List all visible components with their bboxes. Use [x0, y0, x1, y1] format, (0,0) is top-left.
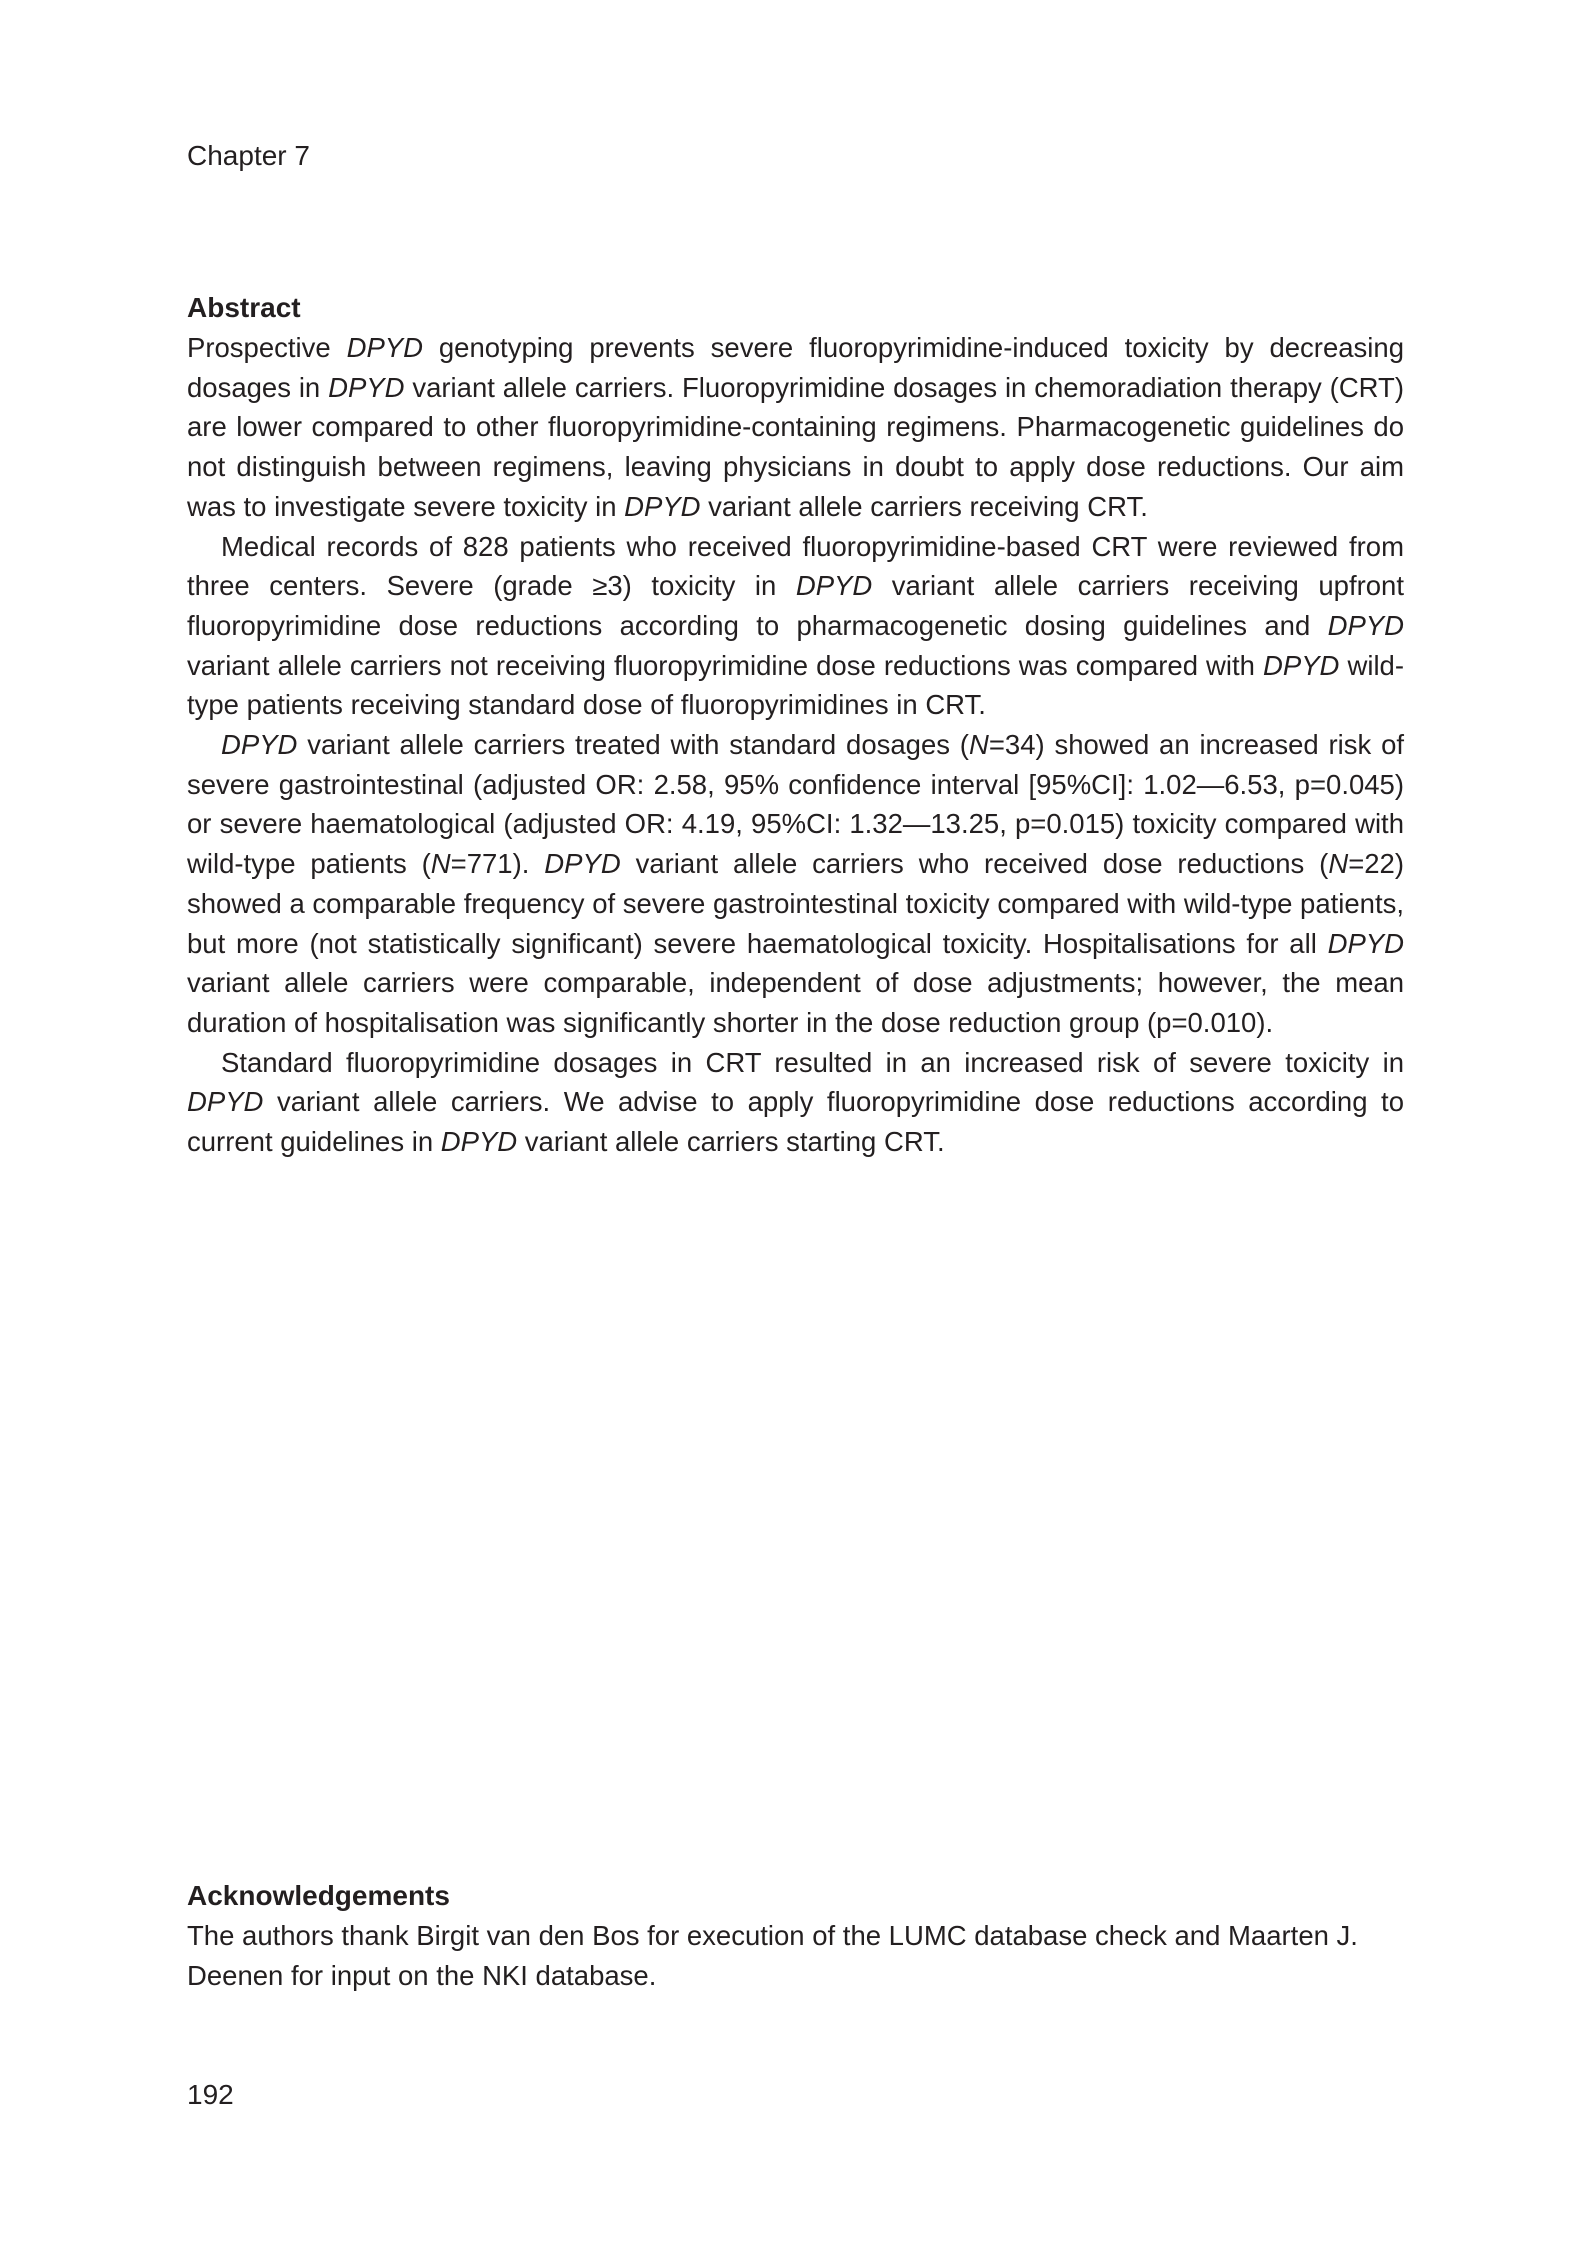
acknowledgements-heading: Acknowledgements: [187, 1880, 450, 1911]
abstract-paragraph-4: [187, 1043, 1404, 1162]
abstract-paragraph-2: [187, 527, 1404, 726]
text-run: genotyping prevents severe fluoropyrimidine-induced toxicity by decreasing dosages in: [187, 332, 1404, 403]
abstract-paragraph-3: [187, 725, 1404, 1043]
italic-term: DPYD: [544, 848, 621, 880]
acknowledgements-section: [187, 1876, 1404, 1995]
text-run: variant allele carriers treated with standard dosages (: [297, 729, 969, 761]
text-run: =771).: [450, 848, 545, 880]
italic-term: DPYD: [187, 1086, 264, 1118]
italic-term: DPYD: [1263, 649, 1340, 681]
text-run: wild-type patients receiving standard dose of fluoropyrimidines in CRT.: [187, 649, 1405, 721]
italic-term: DPYD: [1327, 927, 1404, 959]
italic-term: DPYD: [221, 729, 298, 761]
text-run: variant allele carriers starting CRT.: [517, 1126, 945, 1158]
text-run: Standard fluoropyrimidine dosages in CRT resulted in an increased risk of severe toxicity in: [221, 1046, 1404, 1078]
text-run: variant allele carriers receiving CRT.: [700, 490, 1148, 522]
italic-term: N: [968, 729, 989, 761]
text-run: =34) showed an increased risk of severe gastrointestinal (adjusted OR: 2.58, 95% confidence interval [95%CI]: 1.02—6.53, p=0.045) or severe haematological (adjusted OR: 4.19, 95%CI: 1.32—13.25, p=0.015) toxicity compared with wild-type patients (: [187, 729, 1405, 880]
italic-term: DPYD: [328, 371, 405, 403]
text-run: =22) showed a comparable frequency of severe gastrointestinal toxicity compared with wild-type patients, but more (not statistically significant) severe haematological toxicity. Hospitalisations for all: [187, 848, 1405, 959]
italic-term: DPYD: [440, 1126, 518, 1158]
text-run: variant allele carriers not receiving fluoropyrimidine dose reductions was compared with: [187, 649, 1264, 681]
text-run: variant allele carriers. We advise to apply fluoropyrimidine dose reductions according to current guidelines in: [187, 1086, 1404, 1158]
page-number: 192: [187, 2079, 234, 2110]
italic-term: DPYD: [346, 332, 423, 363]
abstract-heading: Abstract: [187, 292, 301, 323]
italic-term: DPYD: [795, 570, 873, 602]
text-run: variant allele carriers receiving upfront fluoropyrimidine dose reductions according to pharmacogenetic dosing guidelines and: [187, 570, 1404, 641]
italic-term: DPYD: [624, 490, 701, 522]
text-run: variant allele carriers. Fluoropyrimidine dosages in chemoradiation therapy (CRT) are lower compared to other fluoropyrimidine-containing regimens. Pharmacogenetic guidelines do not distinguish between regimens, leaving physicians in doubt to apply dose reductions. Our aim was to investigate severe toxicity in: [187, 371, 1405, 522]
running-header-chapter: Chapter 7: [187, 140, 310, 171]
text-run: Medical records of 828 patients who received fluoropyrimidine-based CRT were reviewed from three centers. Severe (grade ≥3) toxicity in: [187, 530, 1404, 602]
text-run: Prospective: [187, 332, 347, 363]
abstract-section: [187, 288, 1404, 1162]
italic-term: N: [1328, 848, 1349, 880]
abstract-paragraph-1: [187, 328, 1404, 527]
italic-term: DPYD: [1327, 609, 1404, 641]
acknowledgements-text: The authors thank Birgit van den Bos for execution of the LUMC database check and Maarten J. Deenen for input on the NKI database.: [187, 1920, 1358, 1991]
italic-term: N: [430, 848, 451, 880]
text-run: variant allele carriers who received dose reductions (: [620, 848, 1329, 880]
text-run: variant allele carriers were comparable, independent of dose adjustments; however, the mean duration of hospitalisation was significantly shorter in the dose reduction group (p=0.010).: [187, 967, 1404, 1038]
